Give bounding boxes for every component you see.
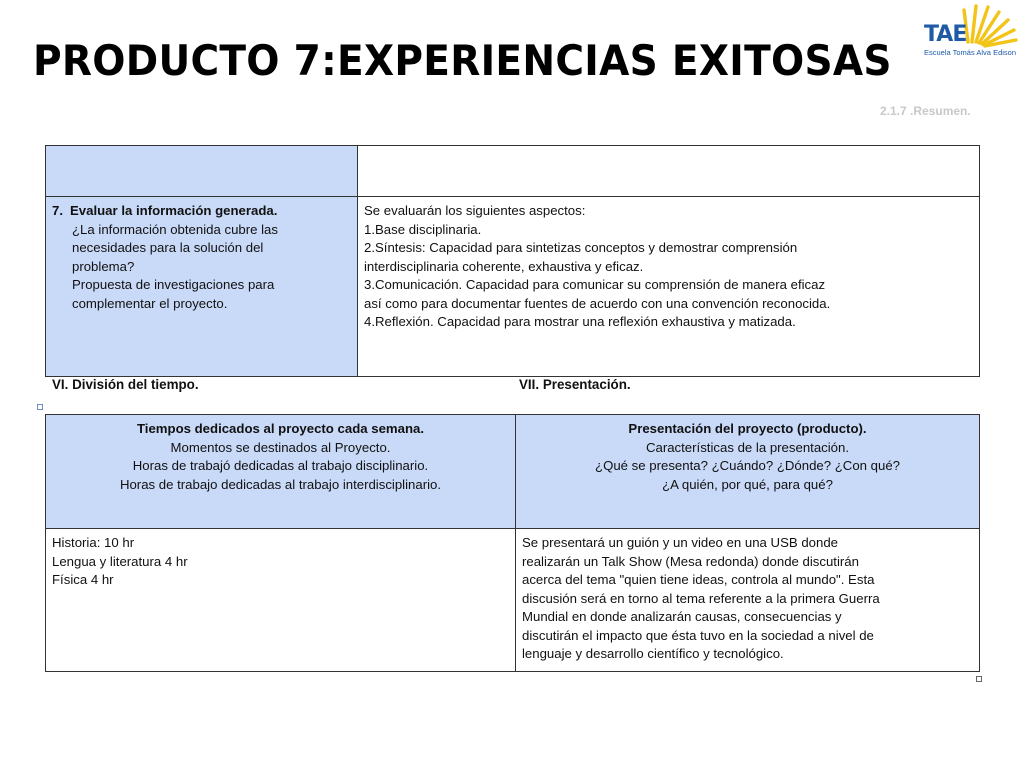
tae-logo <box>922 2 1022 64</box>
step-7-line: problema? <box>72 258 135 274</box>
presentation-header-line: ¿A quién, por qué, para qué? <box>662 476 833 492</box>
aspect-line: interdisciplinaria coherente, exhaustiva y eficaz. <box>364 258 644 274</box>
presentation-line: realizarán un Talk Show (Mesa redonda) donde discutirán <box>522 553 859 569</box>
aspect-line: así como para documentar fuentes de acuerdo con una convención reconocida. <box>364 295 831 311</box>
step-7-line: ¿La información obtenida cubre las <box>72 221 278 237</box>
presentation-line: acerca del tema "quien tiene ideas, controla al mundo". Esta <box>522 572 875 587</box>
evaluation-table <box>45 145 980 377</box>
time-header-line: Momentos se destinados al Proyecto. <box>170 439 391 455</box>
aspect-line: Se evaluarán los siguientes aspectos: <box>364 203 586 218</box>
time-header-title: Tiempos dedicados al proyecto cada semana. <box>136 421 425 436</box>
presentation-line: Mundial en donde analizarán causas, consecuencias y <box>522 609 842 624</box>
presentation-line: discutirán el impacto que ésta tuvo en la sociedad a nivel de <box>522 627 874 643</box>
hours-line: Lengua y literatura 4 hr <box>52 553 188 569</box>
object-anchor-marker <box>37 404 43 410</box>
aspect-line: 2.Síntesis: Capacidad para sintetizas conceptos y demostrar comprensión <box>364 240 798 255</box>
hours-line: Historia: 10 hr <box>52 535 135 550</box>
presentation-line: discusión será en torno al tema referente a la primera Guerra <box>522 590 880 606</box>
section-presentation-label: VII. Presentación. <box>519 377 631 392</box>
presentation-header-cell <box>516 415 980 529</box>
empty-header-cell-left <box>46 146 358 197</box>
logo-text: TAE <box>924 22 967 47</box>
step-7-line: Propuesta de investigaciones para <box>72 277 275 292</box>
presentation-line: Se presentará un guión y un video en una USB donde <box>522 535 838 550</box>
empty-header-cell-right <box>358 146 980 197</box>
time-presentation-table <box>45 414 980 672</box>
hours-cell <box>46 529 516 672</box>
presentation-header-title: Presentación del proyecto (producto). <box>628 421 867 436</box>
time-header-line: Horas de trabajo dedicadas al trabajo interdisciplinario. <box>119 476 442 492</box>
time-header-line: Horas de trabajó dedicadas al trabajo disciplinario. <box>132 458 429 473</box>
step-7-line: necesidades para la solución del <box>72 240 264 255</box>
step-7-title: 7. Evaluar la información generada. <box>52 203 278 218</box>
aspect-line: 4.Reflexión. Capacidad para mostrar una reflexión exhaustiva y matizada. <box>364 314 796 329</box>
time-header-cell <box>46 415 516 529</box>
aspect-line: 1.Base disciplinaria. <box>364 221 482 237</box>
presentation-header-line: ¿Qué se presenta? ¿Cuándo? ¿Dónde? ¿Con qué? <box>595 458 900 473</box>
logo-subtitle: Escuela Tomás Alva Edison <box>924 48 1016 57</box>
presentation-text-cell <box>516 529 980 672</box>
aspects-cell <box>358 197 980 377</box>
sun-rays-icon <box>958 2 1018 48</box>
resize-handle[interactable] <box>976 676 982 682</box>
presentation-header-line: Características de la presentación. <box>645 439 850 455</box>
page-title: PRODUCTO 7:EXPERIENCIAS EXITOSAS <box>33 36 892 85</box>
faded-label: 2.1.7 .Resumen. <box>880 104 971 118</box>
section-division-label: VI. División del tiempo. <box>52 377 199 392</box>
hours-line: Física 4 hr <box>52 572 114 587</box>
aspect-line: 3.Comunicación. Capacidad para comunicar su comprensión de manera eficaz <box>364 277 826 292</box>
step-7-line: complementar el proyecto. <box>72 295 228 311</box>
presentation-line: lenguaje y desarrollo científico y tecnológico. <box>522 646 784 661</box>
step-7-cell <box>46 197 358 377</box>
